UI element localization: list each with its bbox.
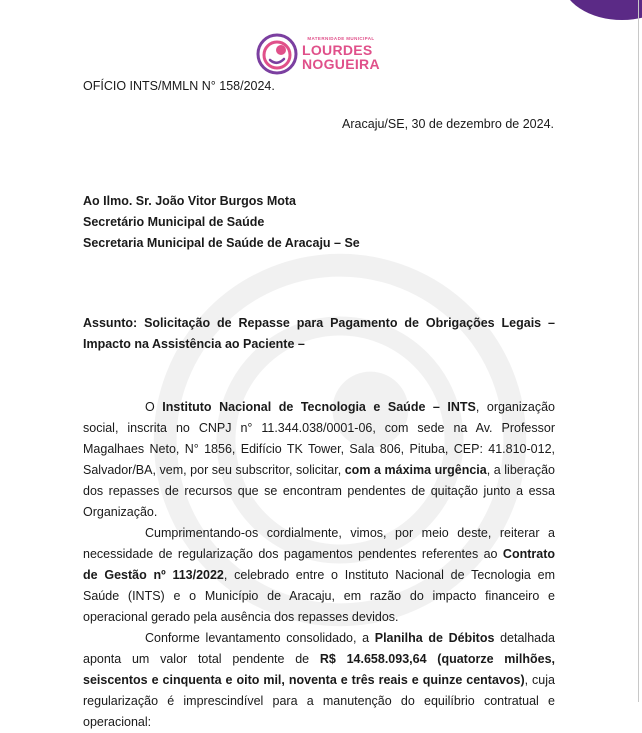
p1-text-b: , organização social, inscrita no CNPJ n° 11.344.038/0001-06, com sede na Av. Professor Magalhaes Neto, N° 1856, Edifício TK Tower, Sala 806, Pituba, CEP: 41.810-012, Salvador/BA, vem, por seu subscritor, solicitar,	[83, 400, 555, 477]
oficio-number: OFÍCIO INTS/MMLN N° 158/2024.	[83, 79, 275, 93]
subject-line	[83, 313, 555, 355]
corner-decoration	[562, 0, 642, 20]
p3-text-c: , cuja regularização é imprescindível para a manutenção do equilíbrio contratual e operacional:	[83, 673, 555, 729]
logo-small-text: MATERNIDADE MUNICIPAL	[307, 35, 375, 41]
page-edge	[638, 0, 639, 702]
paragraph-1	[83, 397, 555, 523]
p1-text-a: O	[145, 400, 163, 414]
subject-label: Assunto:	[83, 316, 138, 330]
p3-text-a: Conforme levantamento consolidado, a	[145, 631, 375, 645]
maternity-emblem-icon	[256, 33, 298, 75]
recipient-organization: Secretaria Municipal de Saúde de Aracaju – Se	[83, 236, 360, 250]
body-text	[83, 397, 555, 733]
p1-bold-b: com a máxima urgência	[344, 463, 487, 477]
recipient-title: Secretário Municipal de Saúde	[83, 215, 265, 229]
paragraph-2	[83, 523, 555, 628]
logo-line2: NOGUEIRA	[302, 56, 380, 73]
p1-bold-a: Instituto Nacional de Tecnologia e Saúde – INTS	[162, 400, 476, 414]
logo-line1: LOURDES	[302, 42, 373, 59]
p3-text-b: detalhada aponta um valor total pendente de	[83, 631, 555, 666]
date-line: Aracaju/SE, 30 de dezembro de 2024.	[342, 117, 554, 131]
p1-text-c: , a liberação dos repasses de recursos que se encontram pendentes de quitação junto a essa Organização.	[83, 463, 556, 519]
subject-text: Solicitação de Repasse para Pagamento de Obrigações Legais – Impacto na Assistência ao Paciente –	[83, 316, 555, 351]
p2-bold-a: Contrato de Gestão nº 113/2022	[83, 547, 555, 582]
p3-bold-b: R$ 14.658.093,64 (quatorze milhões, seiscentos e cinquenta e oito mil, noventa e três reais e quinze centavos)	[83, 652, 556, 687]
maternity-logo	[256, 33, 380, 75]
recipient-name: Ao Ilmo. Sr. João Vitor Burgos Mota	[83, 194, 296, 208]
p2-text-a: Cumprimentando-os cordialmente, vimos, por meio deste, reiterar a necessidade de regularização dos pagamentos pendentes referentes ao	[83, 526, 555, 561]
p3-bold-a: Planilha de Débitos	[374, 631, 495, 645]
p2-text-b: , celebrado entre o Instituto Nacional de Tecnologia em Saúde (INTS) e o Município de Aracaju, em razão do impacto financeiro e operacional gerado pela ausência dos repasses devidos.	[83, 568, 555, 624]
paragraph-3	[83, 628, 555, 733]
